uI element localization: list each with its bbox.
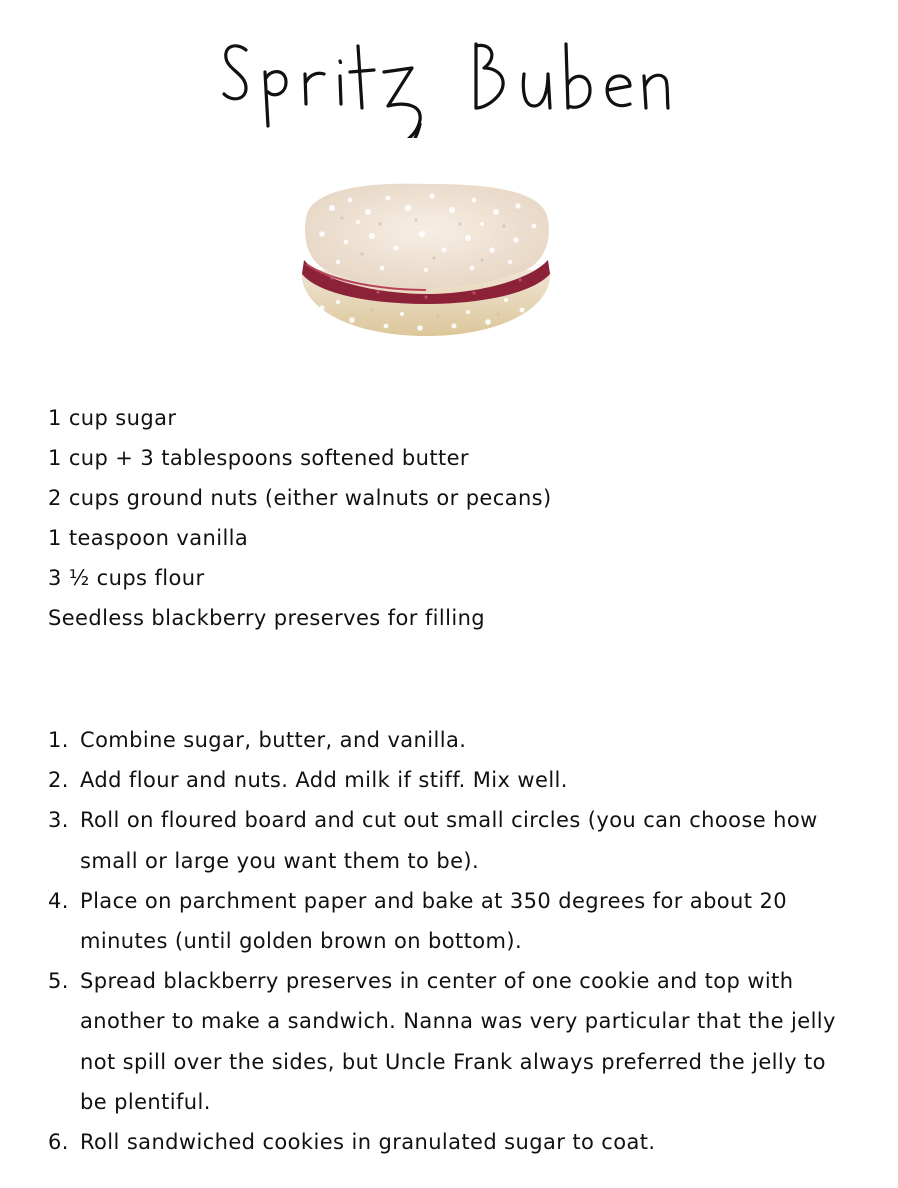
cookie-illustration [292,178,560,340]
step-number: 3. [48,808,69,833]
recipe-title [0,28,898,138]
ingredients-list [48,398,868,638]
step-number: 6. [48,1130,69,1155]
instruction-step [48,720,848,760]
ingredient-item: 2 cups ground nuts (either walnuts or pecans) [48,486,552,510]
step-text: Place on parchment paper and bake at 350 degrees for about 20 minutes (until golden brown on bottom). [80,888,787,954]
step-text: Spread blackberry preserves in center of one cookie and top with another to make a sandwich. Nanna was very particular that the jelly not spill over the sides, but Uncle Frank always preferred the jelly to be plentiful. [80,969,836,1114]
instruction-step [48,1122,848,1162]
ingredient-item: 3 ½ cups flour [48,566,205,590]
step-text: Roll on floured board and cut out small circles (you can choose how small or large you want them to be). [80,808,818,873]
step-number: 2. [48,768,69,793]
ingredient-item: 1 cup + 3 tablespoons softened butter [48,446,469,470]
instructions-list [48,720,848,1162]
ingredient-item: 1 teaspoon vanilla [48,526,249,550]
step-number: 5. [48,969,69,994]
step-text: Roll sandwiched cookies in granulated sugar to coat. [80,1130,656,1155]
ingredient-item: Seedless blackberry preserves for filling [48,606,486,630]
step-number: 1. [48,728,69,752]
instruction-step [48,760,848,800]
step-text: Combine sugar, butter, and vanilla. [80,728,467,752]
step-number: 4. [48,888,69,913]
ingredient-item: 1 cup sugar [48,406,177,430]
instruction-step [48,800,848,880]
instruction-step [48,881,848,961]
instruction-step [48,961,848,1122]
step-text: Add flour and nuts. Add milk if stiff. Mix well. [80,768,568,793]
